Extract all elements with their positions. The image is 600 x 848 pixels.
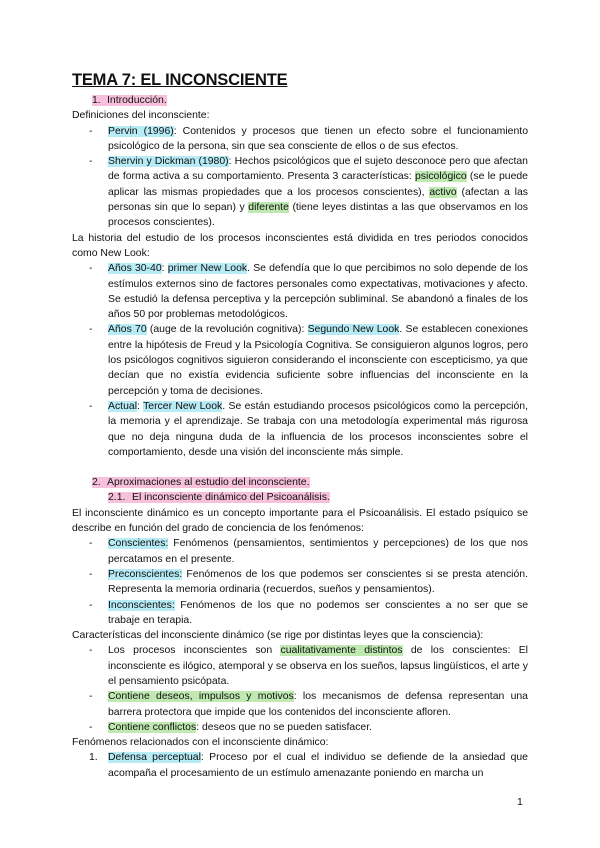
- list-item: - Los procesos inconscientes son cualitativamente distintos de los conscientes: El inconsciente es ilógico, atemporal y se observa en los sueños, lapsus lingüísticos, el arte y el pensamiento psicópata.: [89, 645, 528, 687]
- consciousness-levels-list: [72, 536, 528, 628]
- definitions-list: [72, 124, 528, 231]
- definitions-intro: Definiciones del inconsciente:: [72, 110, 210, 122]
- phenomena-intro: Fenómenos relacionados con el inconsciente dinámico:: [72, 737, 329, 749]
- list-item: - Actual: Tercer New Look. Se están estudiando procesos psicológicos como la percepción, la memoria y el aprendizaje. Se trabaja con una metodología experimental más rigurosa que no deja ninguna duda de la influencia de los procesos inconscientes sobre el comportamiento, desde una visión del inconsciente más simple.: [89, 400, 528, 458]
- dynamic-intro: El inconsciente dinámico es un concepto importante para el Psicoanálisis. El estado psíquico se describe en función del grado de conciencia de los fenómenos:: [72, 507, 528, 535]
- list-item: - Contiene conflictos: deseos que no se pueden satisfacer.: [89, 721, 373, 733]
- section-heading-intro: 1. Introducción.: [92, 95, 167, 106]
- list-item: - Años 70 (auge de la revolución cognitiva): Segundo New Look. Se establecen conexiones entre la hipótesis de Freud y la Psicología Cognitiva. Se consiguieron algunos logros, pero los psicólogos cognitivos siguieron considerando el inconsciente con escepticismo, ya que decían que no existía evidencia suficiente sobre influencias del inconsciente en la percepción y toma de decisiones.: [89, 324, 528, 397]
- subsection-heading-dynamic: 2.1. El inconsciente dinámico del Psicoanálisis.: [108, 492, 330, 504]
- list-item: 1. Defensa perceptual: Proceso por el cual el individuo se defiende de la ansiedad que acompaña el procesamiento de un estímulo amenazante poniendo en marcha un: [89, 752, 528, 779]
- list-item: - Contiene deseos, impulsos y motivos: los mecanismos de defensa representan una barrera protectora que impide que los contenidos del inconsciente afloren.: [89, 691, 528, 718]
- history-intro: La historia del estudio de los procesos inconscientes está dividida en tres periodos conocidos como New Look:: [72, 232, 528, 259]
- list-item: - Conscientes: Fenómenos (pensamientos, sentimientos y percepciones) de los que nos percatamos en el presente.: [89, 538, 528, 565]
- history-list: [72, 261, 528, 460]
- list-item: - Inconscientes: Fenómenos de los que no podemos ser conscientes a no ser que se trabaje en terapia.: [89, 599, 528, 626]
- page-number: 1: [517, 796, 523, 808]
- characteristics-list: [72, 643, 528, 735]
- list-item: - Pervin (1996): Contenidos y procesos que tienen un efecto sobre el funcionamiento psicológico de la persona, sin que sea consciente de ellos o de sus efectos.: [89, 125, 528, 152]
- list-item: - Shervin y Dickman (1980): Hechos psicológicos que el sujeto desconoce pero que afectan de forma activa a su comportamiento. Presenta 3 características: psicológico (se le puede aplicar las mismas propiedades que a los procesos conscientes), activo (afectan a las personas sin que lo sepan) y diferente (tiene leyes distintas a las que observamos en los procesos conscientes).: [89, 156, 529, 229]
- section-heading-approaches: 2. Aproximaciones al estudio del inconsciente.: [92, 477, 310, 489]
- document-body: [72, 93, 528, 781]
- characteristics-intro: Características del inconsciente dinámico (se rige por distintas leyes que la consciencia):: [72, 630, 484, 642]
- list-item: - Preconscientes: Fenómenos de los que podemos ser conscientes si se presta atención. Representa la memoria ordinaria (recuerdos, sueños y pensamientos).: [89, 568, 528, 596]
- phenomena-list: [72, 750, 528, 781]
- list-item: - Años 30-40: primer New Look. Se defendía que lo que percibimos no solo depende de los estímulos externos sino de factores personales como expectativas, motivaciones y afecto. Se estudió la defensa perceptiva y la percepción subliminal. Se abandonó a finales de los años 50 por problemas metodológicos.: [89, 263, 528, 321]
- page-title: TEMA 7: EL INCONSCIENTE: [72, 71, 288, 89]
